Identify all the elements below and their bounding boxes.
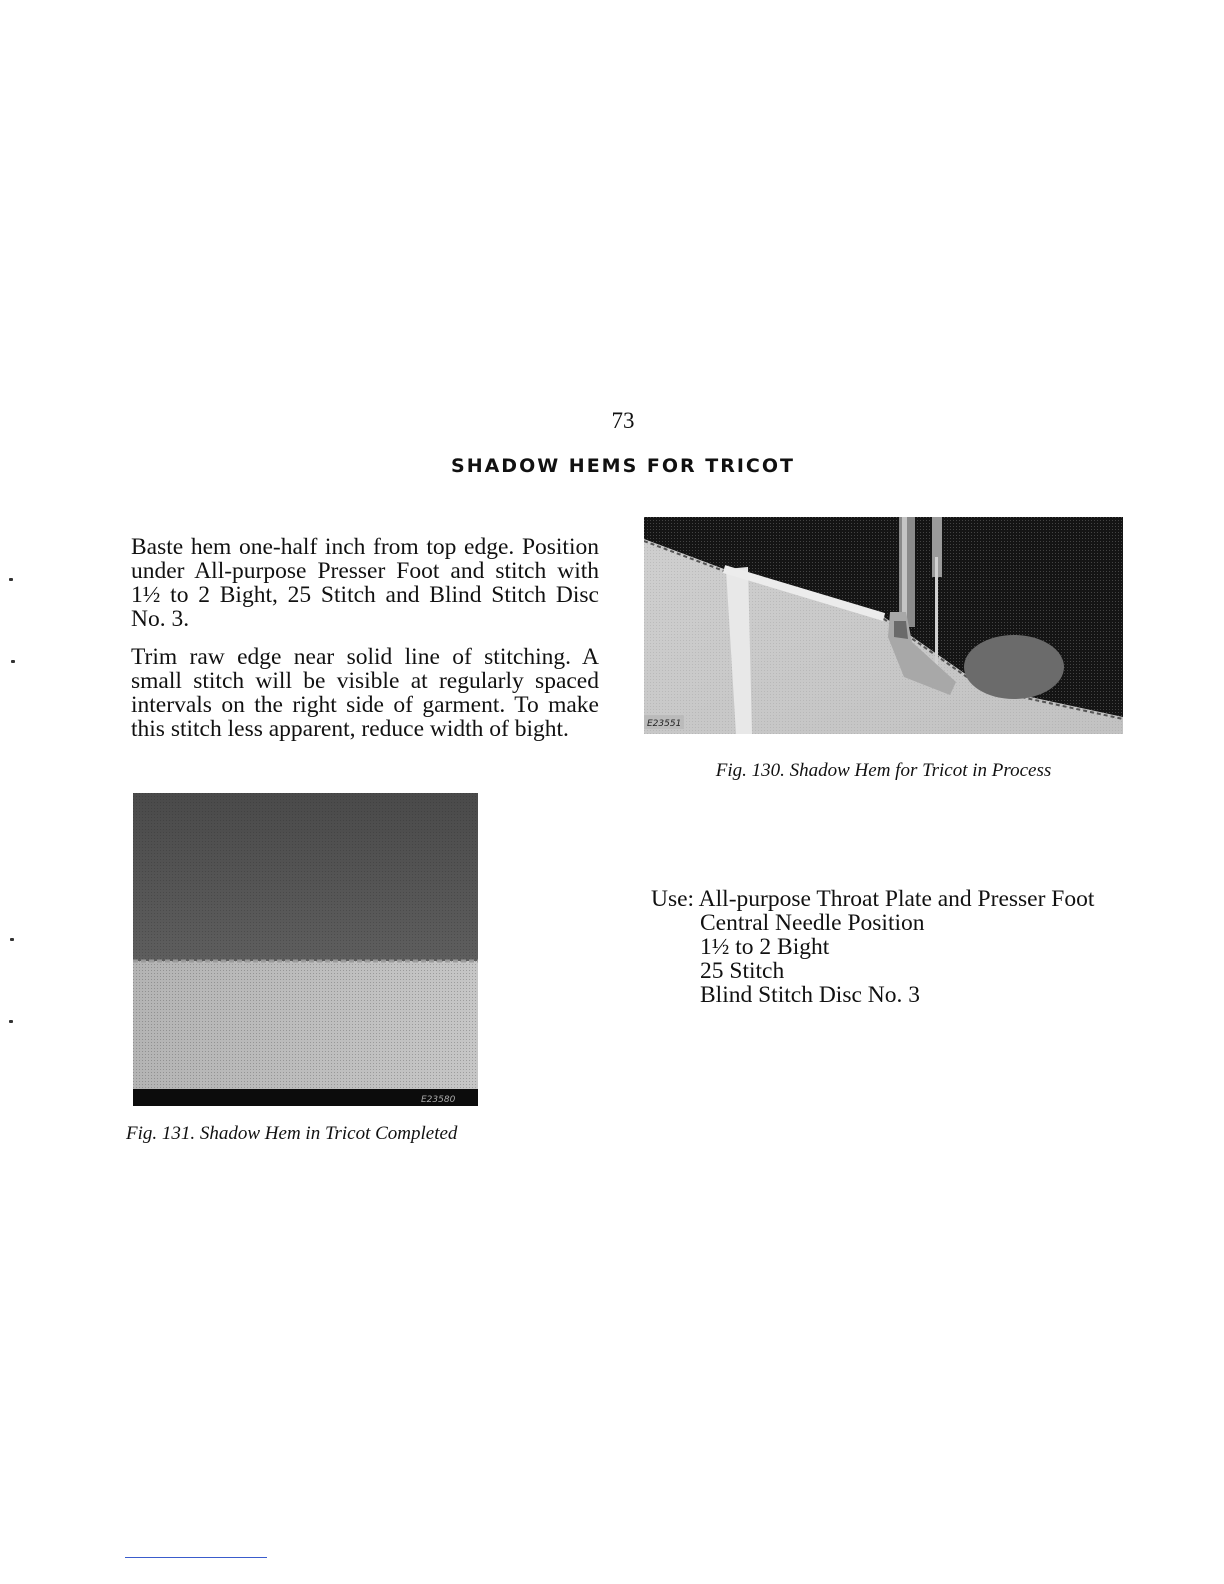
use-settings-list bbox=[651, 887, 1094, 1007]
use-item: All-purpose Throat Plate and Presser Foot bbox=[698, 886, 1095, 912]
figure-131-photo bbox=[133, 793, 478, 1106]
use-row-first bbox=[651, 887, 1094, 911]
page-number: 73 bbox=[611, 408, 635, 433]
use-label: Use: bbox=[651, 886, 695, 912]
margin-mark bbox=[9, 1020, 13, 1023]
margin-mark bbox=[10, 938, 14, 941]
instruction-paragraph-2: Trim raw edge near solid line of stitching. A small stitch will be visible at regularly spaced intervals on the right side of garment. To make this stitch less apparent, reduce width of bight. bbox=[131, 644, 599, 742]
figure-131-caption: Fig. 131. Shadow Hem in Tricot Completed bbox=[126, 1123, 458, 1144]
use-item: Central Needle Position bbox=[700, 910, 925, 936]
use-item: Blind Stitch Disc No. 3 bbox=[700, 982, 920, 1008]
figure-130-caption: Fig. 130. Shadow Hem for Tricot in Process bbox=[715, 760, 1052, 781]
figure-130-photo bbox=[644, 517, 1123, 734]
margin-mark bbox=[9, 578, 13, 581]
figure-131-stamp: E23580 bbox=[421, 1095, 456, 1105]
figure-130-stamp: E23551 bbox=[647, 719, 682, 729]
margin-mark bbox=[11, 660, 15, 663]
use-item: 1½ to 2 Bight bbox=[700, 934, 830, 960]
footnote-rule bbox=[125, 1557, 267, 1558]
instruction-paragraph-1: Baste hem one-half inch from top edge. Position under All-purpose Presser Foot and stitch with 1½ to 2 Bight, 25 Stitch and Blind Stitch Disc No. 3. bbox=[131, 534, 599, 632]
use-item: 25 Stitch bbox=[700, 958, 785, 984]
page-title: SHADOW HEMS FOR TRICOT bbox=[451, 455, 795, 477]
